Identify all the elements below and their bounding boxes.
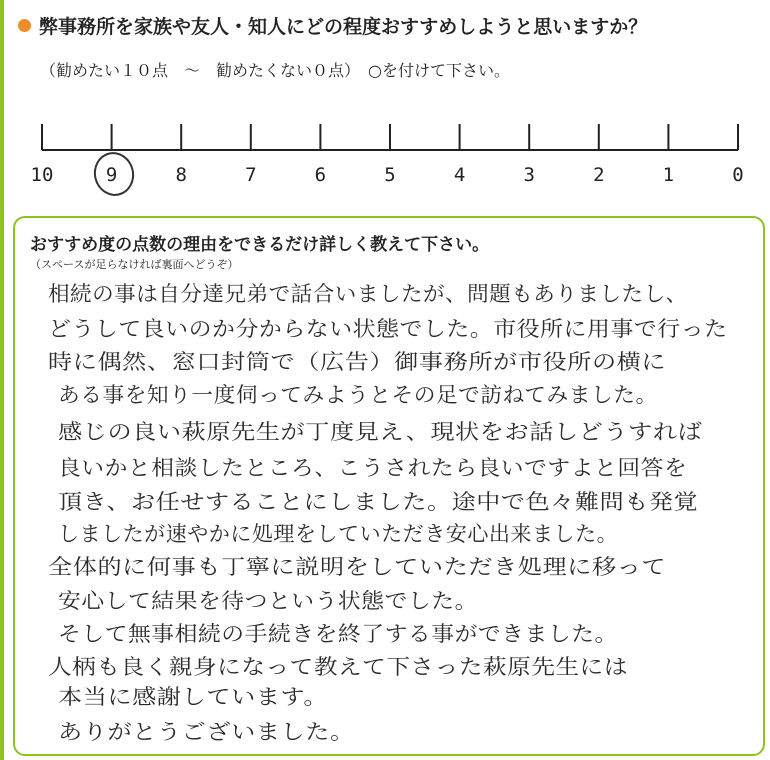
scale-label: 7 <box>245 164 257 186</box>
handwritten-answer-line: 感じの良い萩原先生が丁度見え、現状をお話しどうすれば <box>58 420 703 444</box>
scale-instruction: （勧めたい１０点 ～ 勧めたくない０点） ○を付けて下さい。 <box>40 61 510 80</box>
handwritten-answer-line: 良いかと相談したところ、こうされたら良いですよと回答を <box>58 456 688 480</box>
handwritten-answer-line: しましたが速やかに処理をしていただき安心出来ました。 <box>58 522 619 546</box>
question-2-heading: おすすめ度の点数の理由をできるだけ詳しく教えて下さい。 <box>30 235 490 255</box>
scale-label: 9 <box>105 164 118 186</box>
handwritten-answer-line: 人柄も良く親身になって教えて下さった萩原先生には <box>48 655 628 679</box>
scale-label: 1 <box>662 164 675 186</box>
handwritten-answer-line: そして無事相続の手続きを終了する事ができました。 <box>58 622 618 646</box>
scale-label: 0 <box>732 164 744 186</box>
handwritten-answer-line: どうして良いのか分からない状態でした。市役所に用事で行った <box>48 317 728 341</box>
handwritten-answer-line: 相続の事は自分達兄弟で話合いましたが、問題もありましたし、 <box>48 282 688 306</box>
scale-label: 4 <box>453 164 466 186</box>
question-2-note: （スペースが足らなければ裏面へどうぞ） <box>30 258 239 271</box>
scale-label: 3 <box>523 164 535 186</box>
scale-label: 8 <box>175 164 187 186</box>
scale-label: 2 <box>593 164 605 186</box>
question-1-text: 弊事務所を家族や友人・知人にどの程度おすすめしようと思いますか？ <box>39 16 648 38</box>
handwritten-answer-line: 全体的に何事も丁寧に説明をしていただき処理に移って <box>48 555 667 579</box>
scale-label: 6 <box>314 164 327 186</box>
scale-label: 10 <box>30 164 54 186</box>
handwritten-answer-line: ある事を知り一度伺ってみようとその足で訪ねてみました。 <box>58 383 658 407</box>
handwritten-answer-line: ありがとうございました。 <box>58 720 355 744</box>
handwritten-answer-line: 頂き、お任せすることにしました。途中で色々難問も発覚 <box>58 490 699 514</box>
handwritten-answer-line: 時に偶然、窓口封筒で（広告）御事務所が市役所の横に <box>48 350 667 374</box>
handwritten-answer-line: 本当に感謝しています。 <box>58 685 329 709</box>
handwritten-answer-line: 安心して結果を待つという状態でした。 <box>58 589 478 613</box>
scale-label: 5 <box>384 164 396 186</box>
